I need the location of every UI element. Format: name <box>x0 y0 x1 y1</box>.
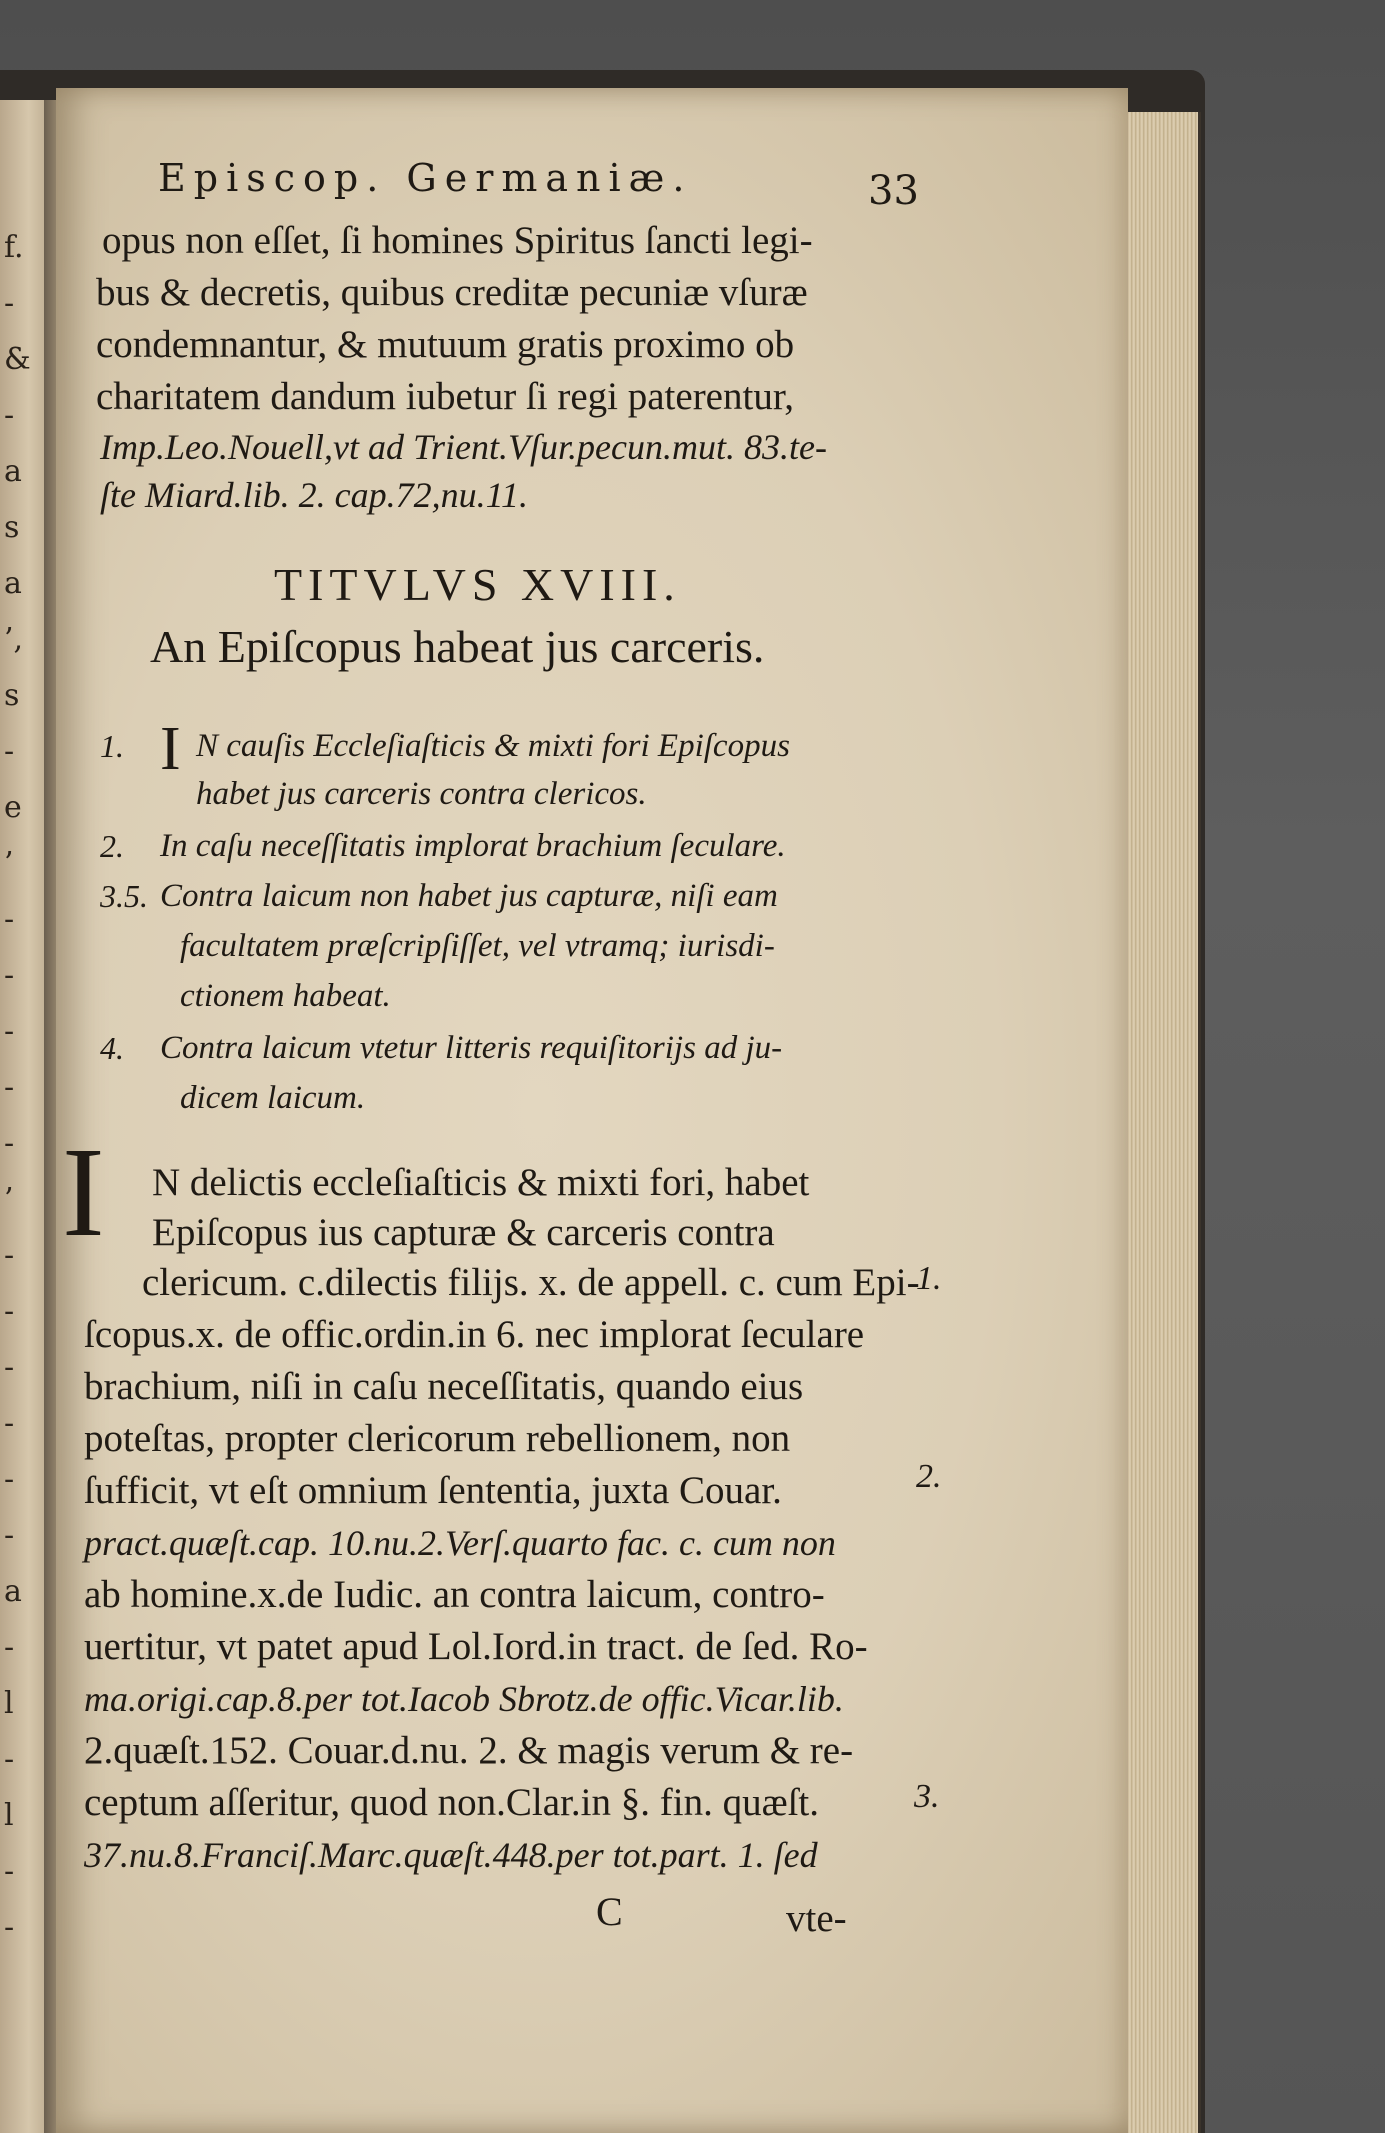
left-page-char: ’, <box>4 622 24 657</box>
summary-line: N cauſis Eccleſiaſticis & mixti fori Epiſcopus <box>196 728 790 764</box>
left-page-char: - <box>4 1238 15 1273</box>
body-line: 37.nu.8.Franciſ.Marc.quæſt.448.per tot.part. 1. ſed <box>84 1835 818 1875</box>
text-line-citation: ſte Miard.lib. 2. cap.72,nu.11. <box>100 475 528 515</box>
text-line-citation: Imp.Leo.Nouell,vt ad Trient.Vſur.pecun.mut. 83.te- <box>100 427 827 467</box>
left-page-char: ’ <box>4 1182 14 1217</box>
left-page-char: - <box>4 1854 15 1889</box>
text-line: charitatem dandum iubetur ſi regi paterentur, <box>96 375 795 418</box>
chapter-title: An Epiſcopus habeat jus carceris. <box>150 621 765 672</box>
body-line: uertitur, vt patet apud Lol.Iord.in tract. de ſed. Ro- <box>84 1625 868 1668</box>
left-page-char: a <box>4 566 22 601</box>
text-line: condemnantur, & mutuum gratis proximo ob <box>96 323 795 366</box>
body-line: ſufficit, vt eſt omnium ſententia, juxta Couar. <box>84 1469 782 1512</box>
body-drop-cap: I <box>62 1121 105 1263</box>
summary-number: 3.5. <box>100 878 148 914</box>
left-page-char: a <box>4 454 22 489</box>
body-line: ſcopus.x. de offic.ordin.in 6. nec implorat ſeculare <box>84 1313 865 1356</box>
left-page-char: f. <box>4 230 24 265</box>
summary-line: Contra laicum non habet jus capturæ, niſi eam <box>160 878 778 914</box>
signature-mark: C <box>596 1889 623 1934</box>
left-page-char: - <box>4 1350 15 1385</box>
margin-number: 3. <box>914 1778 940 1815</box>
left-page-char: & <box>4 342 31 377</box>
chapter-number: TITVLVS XVIII. <box>274 559 681 610</box>
left-page-char: s <box>4 678 20 713</box>
summary-line: dicem laicum. <box>180 1080 366 1116</box>
text-line: opus non eſſet, ſi homines Spiritus ſancti legi- <box>102 219 813 262</box>
left-page-char: l <box>4 1686 14 1721</box>
body-line: 2.quæſt.152. Couar.d.nu. 2. & magis verum & re- <box>84 1729 854 1772</box>
left-page-char: - <box>4 1070 15 1105</box>
body-line: N delictis eccleſiaſticis & mixti fori, habet <box>152 1161 810 1204</box>
left-page-char: - <box>4 286 15 321</box>
body-line: Epiſcopus ius capturæ & carceris contra <box>152 1211 775 1254</box>
left-page-char: - <box>4 1294 15 1329</box>
summary-number: 2. <box>100 828 124 864</box>
left-page-char: ’ <box>4 846 14 881</box>
body-line: poteſtas, propter clericorum rebellionem, non <box>84 1417 791 1460</box>
body-line: brachium, niſi in caſu neceſſitatis, quando eius <box>84 1365 804 1408</box>
left-page-char: e <box>4 790 22 825</box>
right-page <box>56 88 1128 2133</box>
left-page-char: a <box>4 1574 22 1609</box>
summary-number: 1. <box>100 728 124 764</box>
running-title: Episcop. Germaniæ. <box>158 156 693 200</box>
summary-drop-cap: I <box>160 715 181 783</box>
left-page-char: - <box>4 902 15 937</box>
left-page-char: - <box>4 1630 15 1665</box>
summary-line: ctionem habeat. <box>180 978 391 1014</box>
left-page-char: - <box>4 1518 15 1553</box>
left-page-char: - <box>4 1742 15 1777</box>
summary-line: facultatem præſcripſiſſet, vel vtramq; iurisdi- <box>180 928 775 964</box>
left-page-char: - <box>4 734 15 769</box>
catchword: vte- <box>786 1897 847 1940</box>
left-page-char: s <box>4 510 20 545</box>
left-page-char: - <box>4 1126 15 1161</box>
left-page-char: - <box>4 1014 15 1049</box>
page-fore-edges <box>1128 112 1201 2133</box>
body-line: pract.quæſt.cap. 10.nu.2.Verſ.quarto fac. c. cum non <box>84 1523 836 1563</box>
page-number: 33 <box>868 168 919 214</box>
summary-line: habet jus carceris contra clericos. <box>196 776 647 812</box>
summary-line: Contra laicum vtetur litteris requiſitorijs ad ju- <box>160 1030 783 1066</box>
text-line: bus & decretis, quibus creditæ pecuniæ vſuræ <box>96 271 808 314</box>
body-line: clericum. c.dilectis filijs. x. de appell. c. cum Epi- <box>142 1261 920 1304</box>
left-page-char: l <box>4 1798 14 1833</box>
left-page-char: - <box>4 958 15 993</box>
left-page-char: - <box>4 398 15 433</box>
summary-line: In caſu neceſſitatis implorat brachium ſeculare. <box>160 828 786 864</box>
left-page-edge <box>0 100 48 2133</box>
body-line: ma.origi.cap.8.per tot.Iacob Sbrotz.de offic.Vicar.lib. <box>84 1679 844 1719</box>
left-page-char: - <box>4 1910 15 1945</box>
summary-number: 4. <box>100 1030 124 1066</box>
left-page-char: - <box>4 1406 15 1441</box>
left-page-char: - <box>4 1462 15 1497</box>
margin-number: 2. <box>916 1458 942 1495</box>
margin-number: 1. <box>916 1260 942 1297</box>
body-line: ceptum aſſeritur, quod non.Clar.in §. fin. quæſt. <box>84 1781 820 1824</box>
body-line: ab homine.x.de Iudic. an contra laicum, contro- <box>84 1573 825 1616</box>
